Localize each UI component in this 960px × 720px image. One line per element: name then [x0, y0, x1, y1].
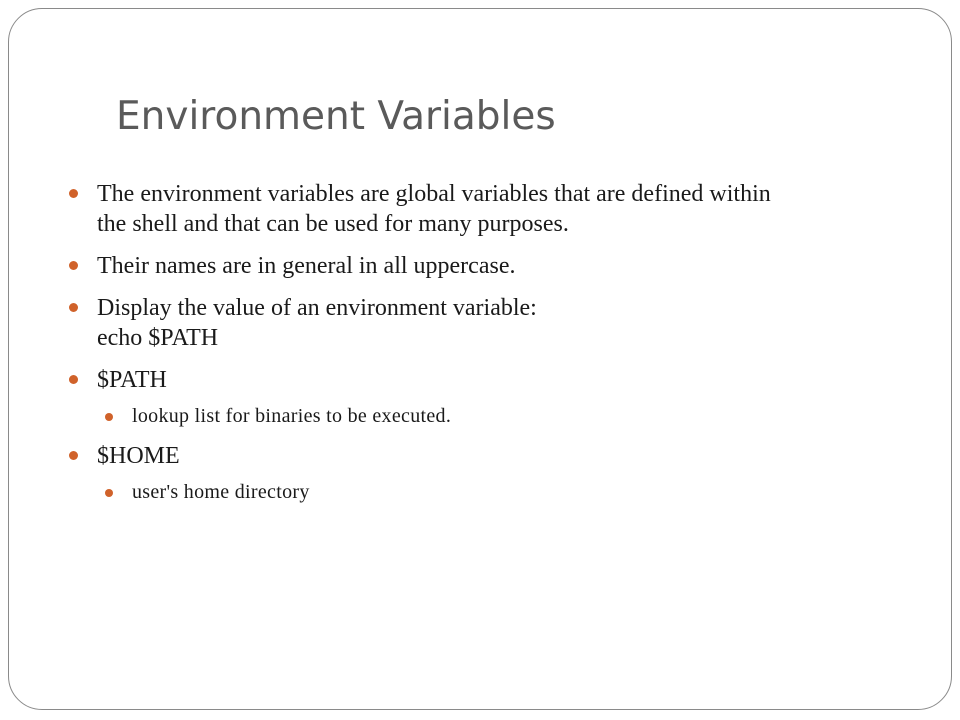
- bullet-item: [67, 365, 917, 395]
- bullet-dot-icon: [69, 375, 78, 384]
- bullet-item: [67, 251, 917, 281]
- sub-bullet-item: [67, 479, 917, 505]
- sub-bullet-item: [67, 403, 917, 429]
- bullet-line: user's home directory: [132, 481, 310, 503]
- bullet-line: echo $PATH: [97, 325, 219, 351]
- bullet-item: [67, 441, 917, 471]
- bullet-line: the shell and that can be used for many purposes.: [97, 211, 569, 237]
- bullet-dot-icon: [105, 413, 113, 421]
- bullet-dot-icon: [69, 303, 78, 312]
- bullet-dot-icon: [105, 489, 113, 497]
- slide-title: Environment Variables: [116, 94, 556, 139]
- slide-frame: [8, 8, 952, 710]
- bullet-line: $PATH: [97, 367, 167, 393]
- bullet-line: lookup list for binaries to be executed.: [132, 405, 452, 427]
- bullet-dot-icon: [69, 451, 78, 460]
- bullet-dot-icon: [69, 261, 78, 270]
- bullet-line: Their names are in general in all uppercase.: [97, 253, 516, 279]
- bullet-line: Display the value of an environment variable:: [97, 295, 537, 321]
- bullet-item: [67, 179, 917, 239]
- bullet-dot-icon: [69, 189, 78, 198]
- bullet-list: [67, 179, 917, 517]
- bullet-line: The environment variables are global variables that are defined within: [97, 181, 771, 207]
- bullet-line: $HOME: [97, 443, 180, 469]
- bullet-item: [67, 293, 917, 353]
